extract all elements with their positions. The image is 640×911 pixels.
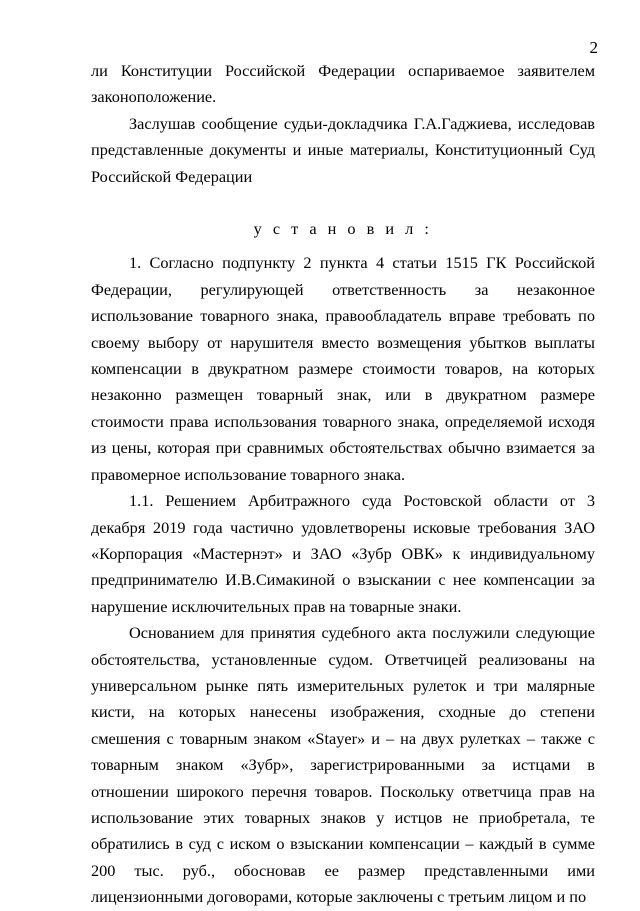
paragraph-grounds: Основанием для принятия судебного акта послужили следующие обстоятельства, установленные судом. Ответчицей реализованы на универсальном рынке пять измерительных рулеток и три малярные кисти, на которых нанесены изображения, сходные до степени смешения с товарным знаком «Stayer» и – на двух рулетках – также с товарным знаком «Зубр», зарегистрированными за истцами в отношении широкого перечня товаров. Поскольку ответчица прав на использование этих товарных знаков у истцов не приобретала, те обратились в суд с иском о взыскании компенсации – каждый в сумме 200 тыс. руб., обосновав ее размер представленными ими лицензионными договорами, которые заключены с третьим лицом и по [91, 623, 595, 907]
document-body [91, 58, 595, 911]
paragraph-hearing: Заслушав сообщение судьи-докладчика Г.А.Гаджиева, исследовав представленные документы и иные материалы, Конституционный Суд Российской Федерации [91, 113, 595, 186]
page-number: 2 [589, 38, 598, 57]
paragraph-1-1: 1.1. Решением Арбитражного суда Ростовской области от 3 декабря 2019 года частично удовлетворены исковые требования ЗАО «Корпорация «Мастернэт» и ЗАО «Зубр ОВК» к индивидуальному предпринимателю И.В.Симакиной о взыскании с нее компенсации за нарушение исключительных прав на товарные знаки. [91, 491, 595, 616]
paragraph-continuation: ли Конституции Российской Федерации оспариваемое заявителем законоположение. [91, 61, 595, 107]
paragraph-1: 1. Согласно подпункту 2 пункта 4 статьи 1515 ГК Российской Федерации, регулирующей ответственность за незаконное использование товарного знака, правообладатель вправе требовать по своему выбору от нарушителя вместо возмещения убытков выплаты компенсации в двукратном размере стоимости товаров, на которых незаконно размещен товарный знак, или в двукратном размере стоимости права использования товарного знака, определяемой исходя из цены, которая при сравнимых обстоятельствах обычно взимается за правомерное использование товарного знака. [91, 253, 595, 484]
section-heading: у с т а н о в и л : [253, 219, 433, 239]
